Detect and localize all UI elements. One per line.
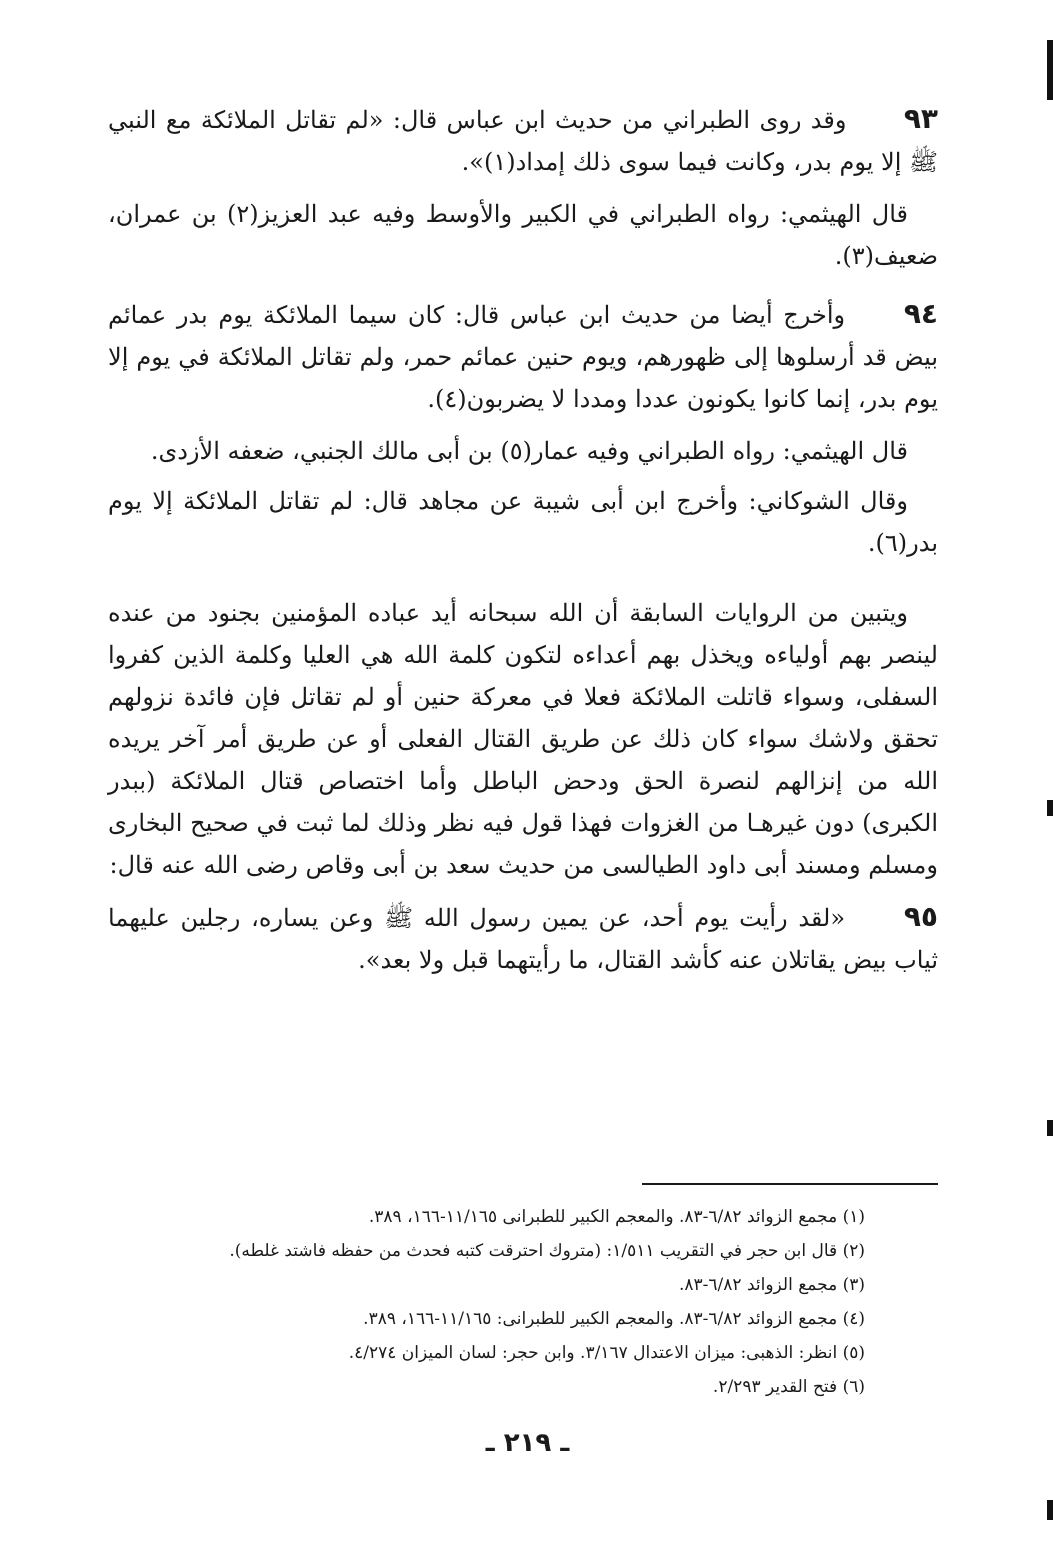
scan-edge-mark <box>1047 40 1053 100</box>
commentary: قال الهيثمي: رواه الطبراني في الكبير والأوسط وفيه عبد العزيز(٢) بن عمران، ضعيف(٣). <box>108 200 938 270</box>
scan-edge-mark <box>1047 1120 1053 1136</box>
commentary-shawkani: وقال الشوكاني: وأخرج ابن أبى شيبة عن مجاهد قال: لم تقاتل الملائكة إلا يوم بدر(٦). <box>108 487 938 557</box>
footnote-1: (١) مجمع الزوائد ٦/٨٢-٨٣. والمعجم الكبير للطبرانى ١١/١٦٥-١٦٦، ٣٨٩. <box>368 1207 865 1227</box>
scan-edge-mark <box>1047 1500 1053 1520</box>
hadith-number: ٩٣ <box>903 102 938 135</box>
hadith-95 <box>108 896 938 981</box>
footnotes <box>220 1200 865 1404</box>
hadith-text: وأخرج أيضا من حديث ابن عباس قال: كان سيما الملائكة يوم بدر عمائم بيض قد أرسلوها إلى ظهورهم، ويوم حنين عمائم حمر، ولم تقاتل الملائكة في يوم إلا يوم بدر، إنما كانوا يكونون عددا ومددا لا يضربون(٤). <box>108 301 938 413</box>
hadith-text: «لقد رأيت يوم أحد، عن يمين رسول الله ﷺ وعن يساره، رجلين عليهما ثياب بيض يقاتلان عنه كأشد القتال، ما رأيتهما قبل ولا بعد». <box>108 904 938 974</box>
hadith-text: وقد روى الطبراني من حديث ابن عباس قال: «لم تقاتل الملائكة مع النبي ﷺ إلا يوم بدر، وكانت فيما سوى ذلك إمداد(١)». <box>108 106 938 176</box>
main-text <box>108 98 938 993</box>
main-paragraph: ويتبين من الروايات السابقة أن الله سبحانه أيد عباده المؤمنين بجنود من عنده لينصر بهم أولياءه ويخذل بهم أعداءه لتكون كلمة الله هي العليا وكلمة الذين كفروا السفلى، وسواء قاتلت الملائكة فعلا في معركة حنين أو لم تقاتل فإن فائدة نزولهم تحقق ولاشك سواء كان ذلك عن طريق القتال الفعلى أو عن طريق أمر آخر يريده الله من إنزالهم لنصرة الحق ودحض الباطل وأما اختصاص قتال الملائكة (ببدر الكبرى) دون غيرهـا من الغزوات فهذا قول فيه نظر وذلك لما ثبت في صحيح البخارى ومسلم ومسند أبى داود الطيالسى من حديث سعد بن أبى وقاص رضى الله عنه قال: <box>108 599 938 879</box>
hadith-number: ٩٥ <box>903 900 938 933</box>
footnote-5: (٥) انظر: الذهبى: ميزان الاعتدال ٣/١٦٧. وابن حجر: لسان الميزان ٤/٢٧٤. <box>348 1343 865 1363</box>
footnote-2: (٢) قال ابن حجر في التقريب ١/٥١١: (متروك احترقت كتبه فحدث من حفظه فاشتد غلطه). <box>229 1241 865 1261</box>
footnote-6: (٦) فتح القدير ٢/٢٩٣. <box>712 1377 865 1397</box>
hadith-93 <box>108 98 938 277</box>
scan-edge-mark <box>1047 800 1053 816</box>
footnote-4: (٤) مجمع الزوائد ٦/٨٢-٨٣. والمعجم الكبير للطبرانى: ١١/١٦٥-١٦٦، ٣٨٩. <box>363 1309 865 1329</box>
footnote-3: (٣) مجمع الزوائد ٦/٨٢-٨٣. <box>679 1275 865 1295</box>
hadith-94 <box>108 293 938 564</box>
page-number: ـ ٢١٩ ـ <box>485 1428 570 1458</box>
hadith-number: ٩٤ <box>903 297 939 330</box>
commentary: قال الهيثمي: رواه الطبراني وفيه عمار(٥) بن أبى مالك الجنبي، ضعفه الأزدى. <box>150 437 908 465</box>
footnote-divider <box>642 1183 938 1185</box>
